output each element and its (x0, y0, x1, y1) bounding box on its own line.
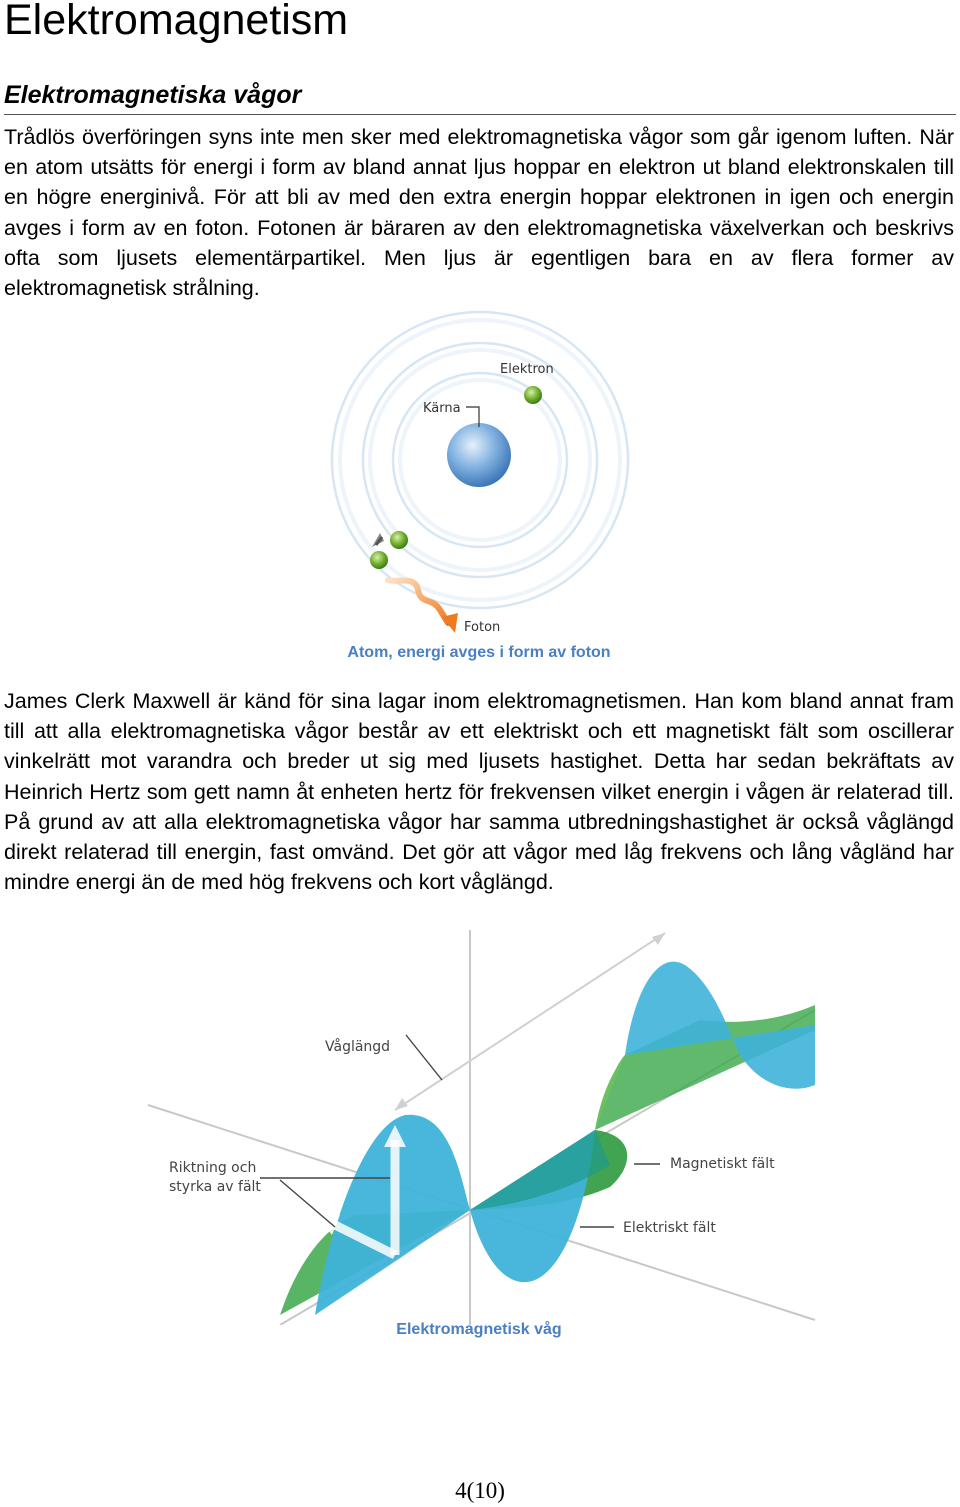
direction-label-line1: Riktning och (169, 1160, 257, 1176)
atom-diagram (320, 305, 640, 640)
electron-label: Elektron (500, 362, 554, 377)
direction-label-line2: styrka av fält (169, 1179, 261, 1195)
wavelength-label: Våglängd (325, 1039, 391, 1055)
em-wave-figure (140, 925, 820, 1325)
magnetic-field-label: Magnetiskt fält (670, 1156, 775, 1172)
photon-label: Foton (464, 620, 501, 635)
electric-field-label: Elektriskt fält (623, 1220, 716, 1236)
electron-returning (370, 551, 388, 569)
paragraph-photon: Trådlös överföringen syns inte men sker med elektromagnetiska vågor som går igenom luften. När en atom utsätts för energi i form av bland annat ljus hoppar en elektron ut bland elektronskalen till en högre energinivå. För att bli av med den extra energin hoppar elektronen in igen och energin avges i form av en foton. Fotonen är bäraren av den elektromagnetiska växelverkan och beskrivs ofta som ljusets elementärpartikel. Men ljus är egentligen bara en av flera former av elektromagnetisk strålning. (4, 125, 954, 301)
paragraph-maxwell: James Clerk Maxwell är känd för sina lagar inom elektromagnetismen. Han kom bland annat fram till att alla elektromagnetiska vågor består av ett elektriskt och ett magnetiskt fält som oscillerar vinkelrätt mot varandra och breder ut sig med ljusets hastighet. Detta har sedan bekräftats av Heinrich Hertz som gett namn åt enheten hertz för frekvensen vilket energin i vågen är relaterad till. På grund av att alla elektromagnetiska vågor har samma utbredningshastighet är också våglängd direkt relaterad till energin, fast omvänd. Det gör att vågor med låg frekvens och lång vågländ har mindre energi än de med hög frekvens och kort våglängd. (4, 689, 954, 895)
section-heading: Elektromagnetiska vågor (4, 81, 302, 109)
electron (524, 386, 542, 404)
page-title: Elektromagnetism (4, 0, 349, 44)
figure-caption-wave: Elektromagnetisk våg (396, 1321, 562, 1338)
nucleus-label: Kärna (423, 401, 461, 416)
nucleus (447, 423, 511, 487)
electron-excited (390, 531, 408, 549)
heading-divider (4, 114, 956, 115)
figure-caption-atom: Atom, energi avges i form av foton (347, 644, 611, 661)
page-number: 4(10) (455, 1478, 505, 1503)
atom-figure (320, 305, 640, 640)
em-wave-diagram (140, 925, 820, 1325)
